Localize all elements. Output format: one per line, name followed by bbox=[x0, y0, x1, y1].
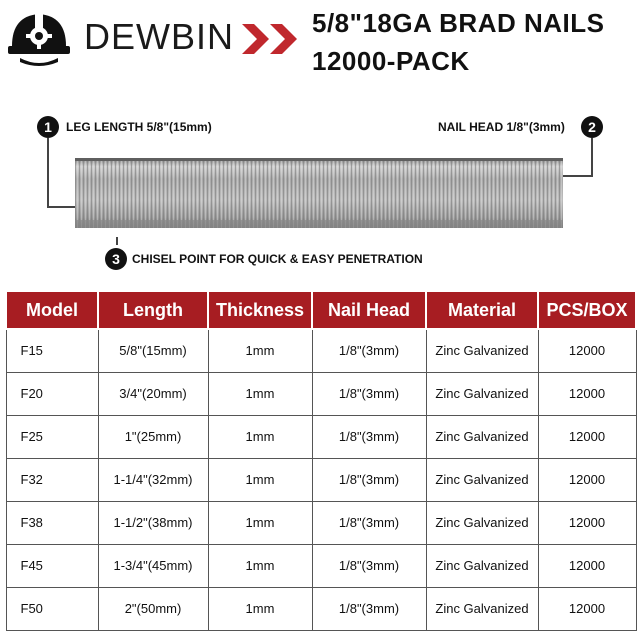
cell-model: F45 bbox=[6, 544, 98, 587]
cell-thickness: 1mm bbox=[208, 501, 312, 544]
cell-model: F20 bbox=[6, 372, 98, 415]
cell-nail-head: 1/8"(3mm) bbox=[312, 458, 426, 501]
cell-model: F50 bbox=[6, 587, 98, 630]
table-row bbox=[6, 544, 636, 587]
double-chevron-icon bbox=[242, 24, 300, 54]
brand-name: DEWBIN bbox=[84, 16, 234, 57]
cell-nail-head: 1/8"(3mm) bbox=[312, 415, 426, 458]
table-row bbox=[6, 458, 636, 501]
cell-pcs-box: 12000 bbox=[538, 329, 636, 372]
cell-length: 1-1/2"(38mm) bbox=[98, 501, 208, 544]
cell-nail-head: 1/8"(3mm) bbox=[312, 372, 426, 415]
cell-pcs-box: 12000 bbox=[538, 587, 636, 630]
leader-line-2-horizontal bbox=[562, 175, 593, 177]
cell-length: 2"(50mm) bbox=[98, 587, 208, 630]
cell-material: Zinc Galvanized bbox=[426, 458, 538, 501]
table-row bbox=[6, 329, 636, 372]
cell-thickness: 1mm bbox=[208, 372, 312, 415]
cell-thickness: 1mm bbox=[208, 458, 312, 501]
brad-nail-strip-image bbox=[75, 158, 563, 228]
cell-nail-head: 1/8"(3mm) bbox=[312, 501, 426, 544]
cell-pcs-box: 12000 bbox=[538, 458, 636, 501]
col-header-pcs-box: PCS/BOX bbox=[538, 291, 636, 329]
cell-material: Zinc Galvanized bbox=[426, 544, 538, 587]
table-row bbox=[6, 415, 636, 458]
cell-length: 1-1/4"(32mm) bbox=[98, 458, 208, 501]
callout-number-3: 3 bbox=[105, 248, 127, 270]
cell-material: Zinc Galvanized bbox=[426, 501, 538, 544]
cell-model: F15 bbox=[6, 329, 98, 372]
callout-number-1: 1 bbox=[37, 116, 59, 138]
cell-thickness: 1mm bbox=[208, 415, 312, 458]
leader-line-3 bbox=[116, 237, 118, 245]
table-row bbox=[6, 501, 636, 544]
cell-model: F32 bbox=[6, 458, 98, 501]
cell-thickness: 1mm bbox=[208, 587, 312, 630]
col-header-model: Model bbox=[6, 291, 98, 329]
cell-model: F25 bbox=[6, 415, 98, 458]
cell-pcs-box: 12000 bbox=[538, 372, 636, 415]
product-title-line1: 5/8"18GA BRAD NAILS bbox=[312, 8, 605, 38]
cell-material: Zinc Galvanized bbox=[426, 372, 538, 415]
col-header-thickness: Thickness bbox=[208, 291, 312, 329]
cell-thickness: 1mm bbox=[208, 544, 312, 587]
cell-model: F38 bbox=[6, 501, 98, 544]
cell-material: Zinc Galvanized bbox=[426, 587, 538, 630]
cell-nail-head: 1/8"(3mm) bbox=[312, 329, 426, 372]
col-header-material: Material bbox=[426, 291, 538, 329]
spec-table bbox=[5, 290, 637, 631]
col-header-nail-head: Nail Head bbox=[312, 291, 426, 329]
cell-pcs-box: 12000 bbox=[538, 415, 636, 458]
leader-line-2 bbox=[591, 138, 593, 176]
table-row bbox=[6, 587, 636, 630]
cell-length: 5/8"(15mm) bbox=[98, 329, 208, 372]
cell-length: 1-3/4"(45mm) bbox=[98, 544, 208, 587]
callout-number-2: 2 bbox=[581, 116, 603, 138]
hardhat-gear-icon bbox=[6, 6, 72, 68]
callout-nail-head: NAIL HEAD 1/8"(3mm) bbox=[438, 120, 565, 134]
cell-pcs-box: 12000 bbox=[538, 544, 636, 587]
cell-nail-head: 1/8"(3mm) bbox=[312, 587, 426, 630]
cell-material: Zinc Galvanized bbox=[426, 415, 538, 458]
cell-length: 3/4"(20mm) bbox=[98, 372, 208, 415]
callout-chisel-point: CHISEL POINT FOR QUICK & EASY PENETRATION bbox=[132, 252, 423, 266]
leader-line-1 bbox=[47, 138, 49, 208]
cell-length: 1"(25mm) bbox=[98, 415, 208, 458]
table-row bbox=[6, 372, 636, 415]
cell-thickness: 1mm bbox=[208, 329, 312, 372]
cell-material: Zinc Galvanized bbox=[426, 329, 538, 372]
product-title-line2: 12000-PACK bbox=[312, 46, 470, 76]
callout-leg-length: LEG LENGTH 5/8"(15mm) bbox=[66, 120, 212, 134]
cell-pcs-box: 12000 bbox=[538, 501, 636, 544]
col-header-length: Length bbox=[98, 291, 208, 329]
cell-nail-head: 1/8"(3mm) bbox=[312, 544, 426, 587]
leader-line-1-horizontal bbox=[47, 206, 77, 208]
